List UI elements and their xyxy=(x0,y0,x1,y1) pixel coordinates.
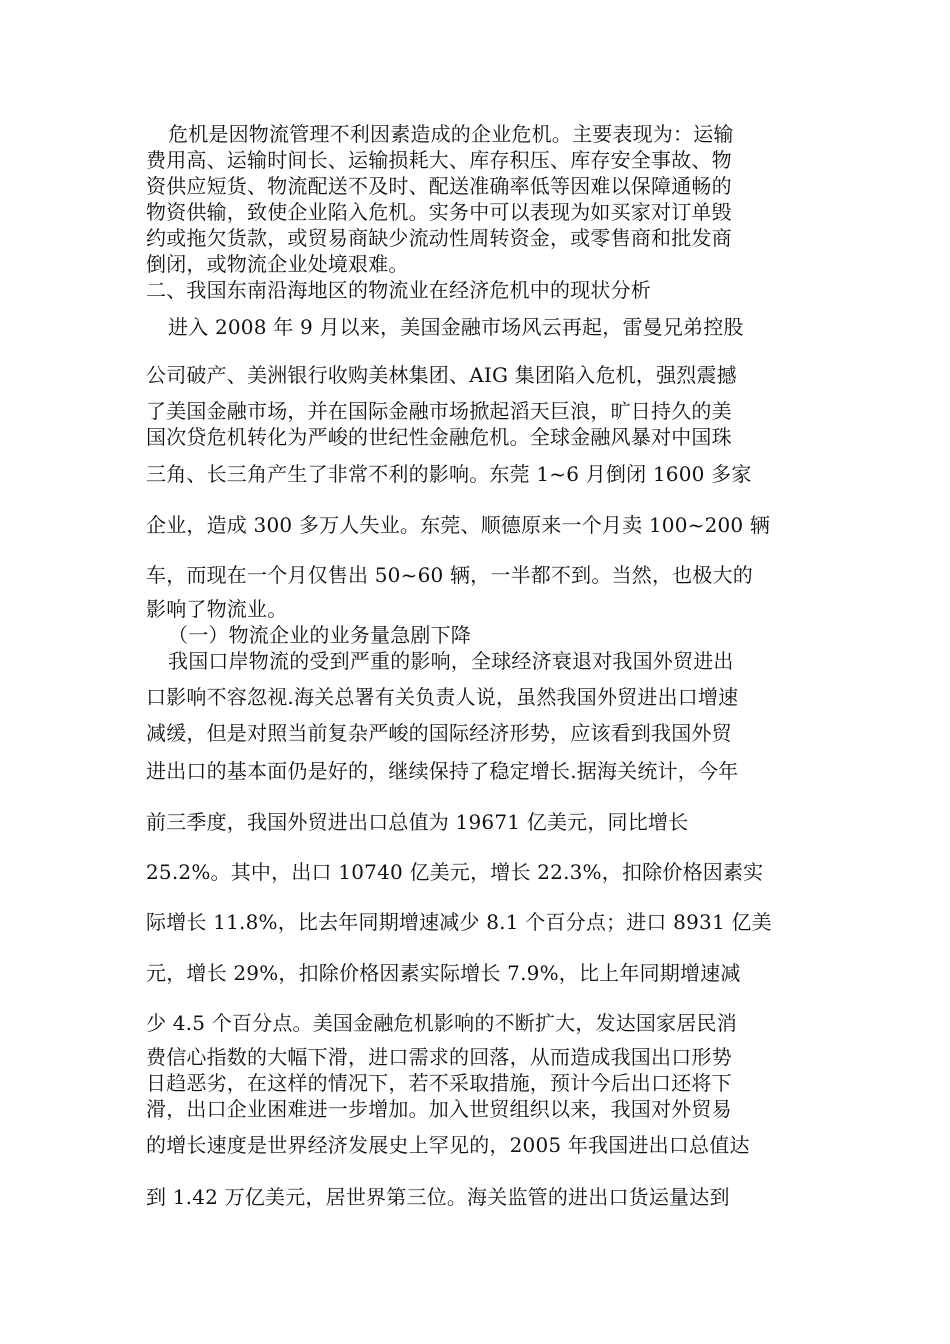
text-line: 资供应短货、物流配送不及时、配送准确率低等因难以保障通畅的 xyxy=(146,174,732,198)
text-line: 影响了物流业。 xyxy=(146,597,288,621)
text-line: 元，增长 29%，扣除价格因素实际增长 7.9%，比上年同期增速减 xyxy=(146,961,741,985)
text-line: 日趋恶劣，在这样的情况下，若不采取措施，预计今后出口还将下 xyxy=(146,1071,732,1095)
text-line: 滑，出口企业困难进一步增加。加入世贸组织以来，我国对外贸易 xyxy=(146,1097,732,1121)
text-line: 到 1.42 万亿美元，居世界第三位。海关监管的进出口货运量达到 xyxy=(146,1185,730,1209)
text-line: 少 4.5 个百分点。美国金融危机影响的不断扩大，发达国家居民消 xyxy=(146,1011,737,1035)
text-line: 费用高、运输时间长、运输损耗大、库存积压、库存安全事故、物 xyxy=(146,148,732,172)
text-line: 25.2%。其中，出口 10740 亿美元，增长 22.3%，扣除价格因素实 xyxy=(146,860,764,884)
text-line: 车，而现在一个月仅售出 50~60 辆，一半都不到。当然，也极大的 xyxy=(146,563,753,587)
section-heading: 二、我国东南沿海地区的物流业在经济危机中的现状分析 xyxy=(146,278,651,302)
text-line: 口影响不容忽视.海关总署有关负责人说，虽然我国外贸进出口增速 xyxy=(146,685,739,709)
text-line: 倒闭，或物流企业处境艰难。 xyxy=(146,252,409,276)
subsection-heading: （一）物流企业的业务量急剧下降 xyxy=(168,623,471,647)
text-line: 际增长 11.8%，比去年同期增速减少 8.1 个百分点；进口 8931 亿美 xyxy=(146,910,772,934)
text-line: 进入 2008 年 9 月以来，美国金融市场风云再起，雷曼兄弟控股 xyxy=(168,315,744,339)
text-line: 费信心指数的大幅下滑，进口需求的回落，从而造成我国出口形势 xyxy=(146,1045,732,1069)
text-line: 约或拖欠货款，或贸易商缺少流动性周转资金，或零售商和批发商 xyxy=(146,226,732,250)
text-line: 前三季度，我国外贸进出口总值为 19671 亿美元，同比增长 xyxy=(146,810,689,834)
text-line: 进出口的基本面仍是好的，继续保持了稳定增长.据海关统计，今年 xyxy=(146,759,739,783)
text-line: 减缓，但是对照当前复杂严峻的国际经济形势，应该看到我国外贸 xyxy=(146,721,732,745)
text-line: 了美国金融市场，并在国际金融市场掀起滔天巨浪，旷日持久的美 xyxy=(146,399,732,423)
text-line: 的增长速度是世界经济发展史上罕见的，2005 年我国进出口总值达 xyxy=(146,1133,750,1157)
text-line: 物资供输，致使企业陷入危机。实务中可以表现为如买家对订单毁 xyxy=(146,200,732,224)
text-line: 危机是因物流管理不利因素造成的企业危机。主要表现为：运输 xyxy=(168,122,734,146)
text-line: 公司破产、美洲银行收购美林集团、AIG 集团陷入危机，强烈震撼 xyxy=(146,363,737,387)
text-line: 企业，造成 300 多万人失业。东莞、顺德原来一个月卖 100~200 辆 xyxy=(146,513,771,537)
text-line: 我国口岸物流的受到严重的影响，全球经济衰退对我国外贸进出 xyxy=(168,649,734,673)
text-line: 国次贷危机转化为严峻的世纪性金融危机。全球金融风暴对中国珠 xyxy=(146,425,732,449)
text-line: 三角、长三角产生了非常不利的影响。东莞 1~6 月倒闭 1600 多家 xyxy=(146,462,752,486)
